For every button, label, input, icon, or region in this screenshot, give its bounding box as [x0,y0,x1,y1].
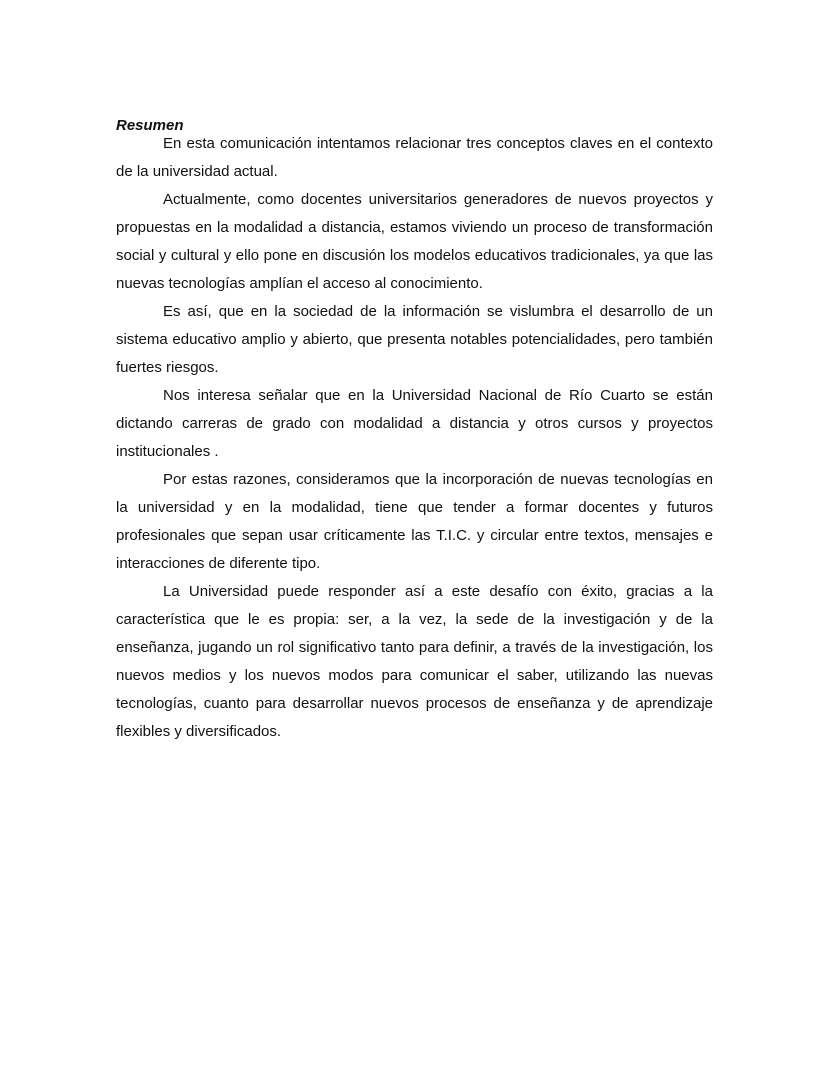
section-heading: Resumen [116,117,184,134]
paragraph-6: La Universidad puede responder así a este desafío con éxito, gracias a la característica que le es propia: ser, a la vez, la sede de la investigación y de la enseñanza, jugando un rol significativo tanto para definir, a través de la investigación, los nuevos medios y los nuevos modos para comunicar el saber, utilizando las nuevas tecnologías, cuanto para desarrollar nuevos procesos de enseñanza y de aprendizaje flexibles y diversificados. [116,583,713,740]
paragraph-1: En esta comunicación intentamos relacionar tres conceptos claves en el contexto de la universidad actual. [116,135,713,180]
paragraph-4: Nos interesa señalar que en la Universidad Nacional de Río Cuarto se están dictando carreras de grado con modalidad a distancia y otros cursos y proyectos institucionales . [116,387,713,460]
document-page [116,116,713,746]
paragraph-5: Por estas razones, consideramos que la incorporación de nuevas tecnologías en la universidad y en la modalidad, tiene que tender a formar docentes y futuros profesionales que sepan usar críticamente las T.I.C. y circular entre textos, mensajes e interacciones de diferente tipo. [116,471,713,572]
paragraph-3: Es así, que en la sociedad de la información se vislumbra el desarrollo de un sistema educativo amplio y abierto, que presenta notables potencialidades, pero también fuertes riesgos. [116,303,713,376]
paragraph-2: Actualmente, como docentes universitarios generadores de nuevos proyectos y propuestas en la modalidad a distancia, estamos viviendo un proceso de transformación social y cultural y ello pone en discusión los modelos educativos tradicionales, ya que las nuevas tecnologías amplían el acceso al conocimiento. [116,191,713,292]
